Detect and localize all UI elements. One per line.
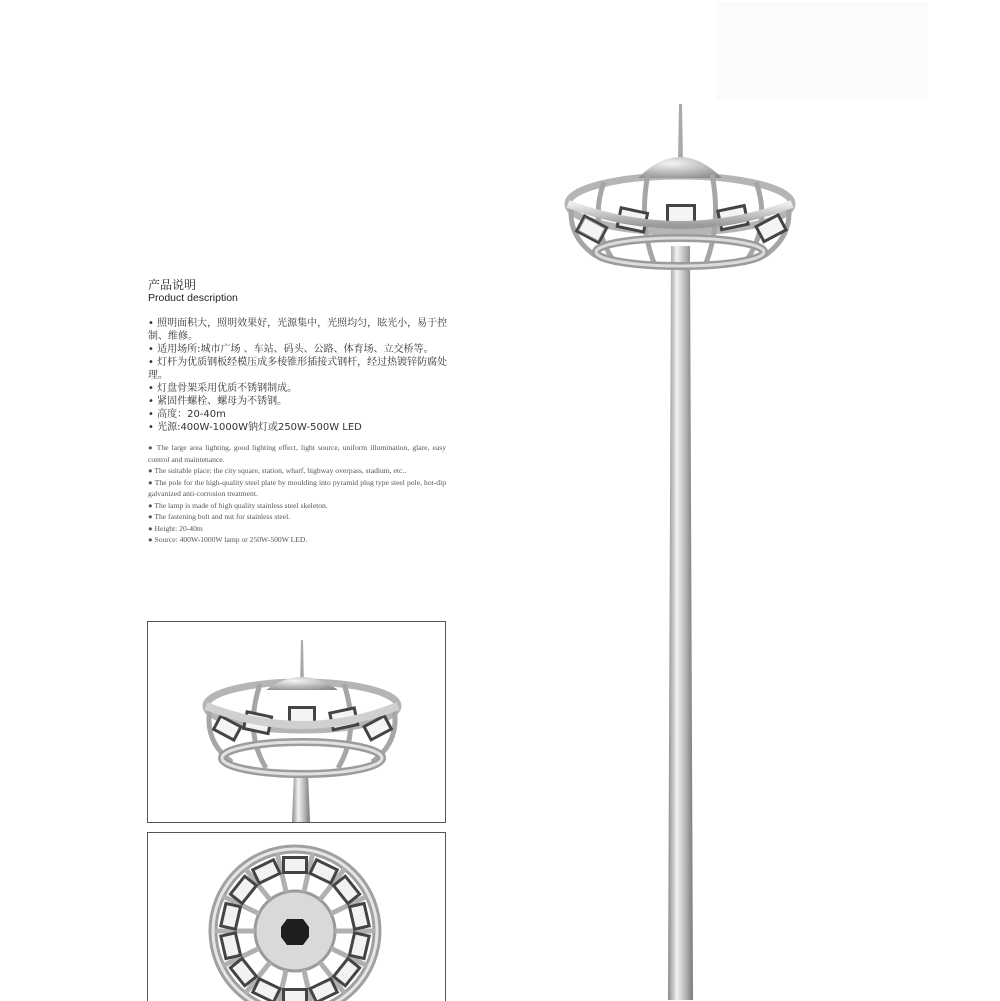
top-led-panel — [348, 931, 371, 960]
description-cn-item: • 高度：20-40m — [148, 409, 226, 420]
top-led-panel — [282, 988, 308, 1001]
top-led-panel — [282, 856, 308, 874]
description-en-item: ● Height: 20-40m — [148, 523, 203, 533]
pole-shaft — [668, 246, 693, 1000]
description-cn-item: • 灯杆为优质钢板经模压成多棱锥形插接式钢杆，经过热镀锌防腐处理。 — [148, 357, 448, 381]
top-view-detail-frame — [147, 832, 446, 1001]
description-en-list — [148, 442, 446, 546]
side-view-detail-frame — [147, 621, 446, 823]
description-en-item: ● The large area lighting, good lighting effect, light source, uniform illumination, glare, easy control and maintenance. — [148, 443, 446, 464]
side-pole-shaft — [292, 772, 310, 822]
description-en-item: ● The suitable place: the city square, station, wharf, highway overpass, stadium, etc.. — [148, 466, 407, 475]
top-led-panel — [348, 902, 371, 931]
description-cn-item: • 紧固件螺栓、螺母为不锈钢。 — [148, 396, 288, 407]
heading-cn: 产品说明 — [148, 278, 197, 292]
description-en-item: ● The lamp is made of high quality stainless steel skeleton. — [148, 500, 328, 510]
description-en-item: ● The pole for the high-quality steel plate by moulding into pyramid plug type steel pole, hot-dip galvanized anti-corrosion treatment. — [148, 477, 446, 498]
description-cn-item: • 照明面积大，照明效果好，光源集中，光照均匀，眩光小，易于控制、维修。 — [148, 318, 448, 342]
description-en-item: ● Source: 400W-1000W lamp or 250W-500W LED. — [148, 535, 308, 544]
lamp-top-view-illustration — [148, 833, 445, 1001]
heading-en: Product description — [148, 292, 238, 304]
lightning-spike — [678, 104, 683, 162]
top-pole-opening — [281, 919, 309, 945]
lamp-side-view-illustration — [148, 622, 445, 822]
background-patch — [716, 2, 928, 100]
description-cn-item: • 光源:400W-1000W钠灯或250W-500W LED — [148, 422, 362, 433]
top-led-panel — [219, 931, 242, 960]
lamp-dome — [638, 157, 722, 178]
description-en-item: ● The fastening bolt and nut for stainless steel. — [148, 512, 291, 521]
high-mast-pole-illustration — [556, 96, 806, 1000]
description-cn-item: • 适用场所:城市广场 、车站、码头、公路、体育场、立交桥等。 — [148, 344, 434, 355]
description-cn-list — [148, 317, 448, 434]
description-cn-item: • 灯盘骨架采用优质不锈钢制成。 — [148, 383, 298, 394]
top-led-panel — [219, 902, 242, 931]
